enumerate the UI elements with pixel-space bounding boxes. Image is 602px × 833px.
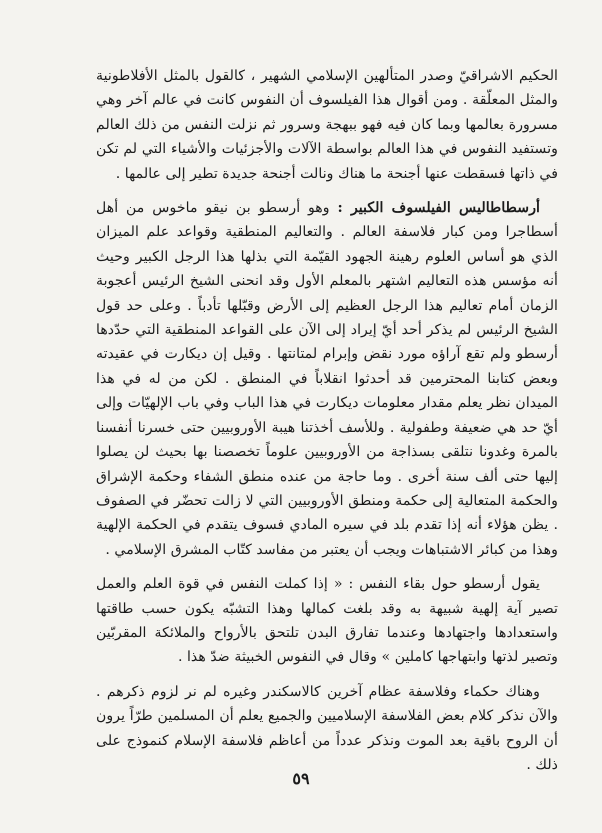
paragraph-aristotle — [96, 196, 558, 562]
body-text — [96, 64, 558, 777]
paragraph-other-philosophers: وهناك حكماء وفلاسفة عظام آخرين كالاسكندر وغيره لم نر لزوم ذكرهم . والآن نذكر كلام بعض الفلاسفة الإسلاميين والجميع يعلم أن المسلمين طرّاً يرون أن الروح باقية بعد الموت ونذكر عدداً من أعاظم فلاسفة الإسلام كنموذج على ذلك . — [96, 683, 558, 773]
section-term-aristotle: أرسطاطاليس الفيلسوف الكبير : — [337, 200, 540, 217]
paragraph-aristotle-body: وهو أرسطو بن نيقو ماخوس من أهل أسطاجرا ومن كبار فلاسفة العالم . والتعاليم المنطقية وقواعد علم الميزان الذي هو أساس العلوم رهينة الجهود القيّمة التي بذلها هذا الرجل الكبير وحيث أنه مؤسس هذه التعاليم اشتهر بالمعلم الأول وقد انحنى الشيخ الرئيس أعجوبة الزمان أمام تعاليم هذا الرجل العظيم إلى الأرض وقبّلها تأدباً . وعلى حد قول الشيخ الرئيس لم يذكر أحد أيّ إيراد إلى الآن على القواعد المنطقية التي حدّدها أرسطو ولم تقع آراؤه مورد نقض وإبرام لمتانتها . وقيل إن ديكارت في عقيدته وبعض كتابنا المحترمين قد أحدثوا انقلاباً في المنطق . لكن من له في هذا الميدان نظر يعلم مقدار معلومات ديكارت في هذا الباب وفي باب الإلهيّات وإلى أيّ حد هي ضعيفة وطفولية . وللأسف أخذتنا هيبة الأوروبيين حتى خسرنا أنفسنا بالمرة وغدونا نتلقى بسذاجة من الأوروبيين علوماً تخصصنا بها بحيث لن يصلوا إليها حتى ألف سنة أخرى . وما حاجة من عنده منطق الشفاء وحكمة الإشراق والحكمة المتعالية إلى حكمة ومنطق الأوروبيين التي لا زالت تحضّر في الصفوف . يظن هؤلاء أنه إذا تقدم بلد في سيره المادي فسوف يتقدم في الحكمة الإلهية وهذا من كبائر الاشتباهات ويجب أن يعتبر من مفاسد كتّاب المشرق الإسلامي . — [96, 200, 558, 558]
page-number: ٥٩ — [292, 769, 310, 788]
paragraph-plato-continued: الحكيم الاشراقيّ وصدر المتألهين الإسلامي الشهير ، كالقول بالمثل الأفلاطونية والمثل المعلّقة . ومن أقوال هذا الفيلسوف أن النفوس كانت في عالم آخر وهي مسرورة بعالمها وبما كان فيه فهو ببهجة وسرور ثم نزلت النفس من ذلك العالم وتستفيد النفوس في هذا العالم بواسطة الآلات والأجزئيات والأشياء التي لم تكن في ذاتها فسقطت عنها أجنحة ما هناك ونالت أجنحة جديدة تطير إلى عالمها . — [96, 68, 558, 182]
paragraph-soul-survival: يقول أرسطو حول بقاء النفس : « إذا كملت النفس في قوة العلم والعمل تصير آية إلهية شبيهة به وقد بلغت كمالها وهذا التشبّه يكون حسب طاقتها واستعدادها واجتهادها وعندما تفارق البدن تلتحق بالأرواح والملائكة المقربّين وتصير لذتها وابتهاجها كاملين » وقال في النفوس الخبيثة ضدّ هذا . — [96, 576, 558, 666]
